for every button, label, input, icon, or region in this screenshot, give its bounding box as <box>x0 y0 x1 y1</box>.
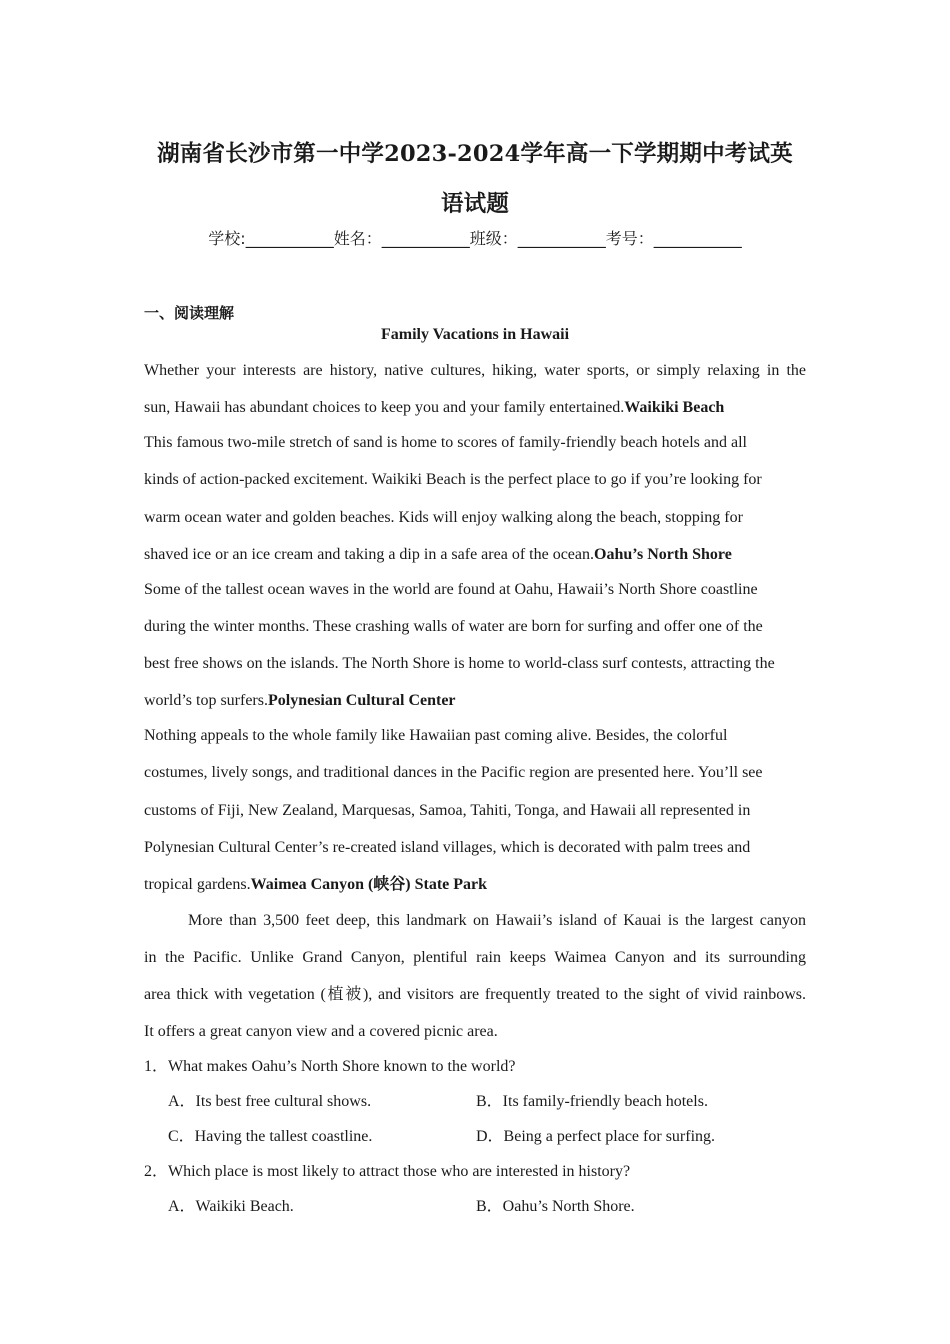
passage-line: This famous two-mile stretch of sand is home to scores of family-friendly beach hotels and all <box>144 434 747 451</box>
passage-line: area thick with vegetation (植被), and visitors are frequently treated to the sight of vivid rainbows. <box>144 986 806 1003</box>
question-1-option-a: A．Its best free cultural shows. <box>168 1093 372 1110</box>
passage-line: It offers a great canyon view and a covered picnic area. <box>144 1023 498 1040</box>
heading-waimea-canyon: Waimea Canyon (峡谷) State Park <box>250 876 488 893</box>
question-1-stem: 1．What makes Oahu’s North Shore known to the world? <box>144 1058 516 1075</box>
passage-line: costumes, lively songs, and traditional dances in the Pacific region are presented here. You’ll see <box>144 764 763 781</box>
passage-line: Nothing appeals to the whole family like Hawaiian past coming alive. Besides, the colorful <box>144 727 728 744</box>
passage-line: world’s top surfers.Polynesian Cultural Center <box>144 692 456 709</box>
question-2-option-b: B．Oahu’s North Shore. <box>476 1198 635 1215</box>
passage-line: warm ocean water and golden beaches. Kids will enjoy walking along the beach, stopping for <box>144 509 743 526</box>
passage-line: best free shows on the islands. The North Shore is home to world-class surf contests, attracting the <box>144 655 775 672</box>
heading-waikiki-beach: Waikiki Beach <box>624 399 725 416</box>
passage-line: Some of the tallest ocean waves in the world are found at Oahu, Hawaii’s North Shore coastline <box>144 581 758 598</box>
question-1-option-c: C．Having the tallest coastline. <box>168 1128 373 1145</box>
passage-line: sun, Hawaii has abundant choices to keep you and your family entertained.Waikiki Beach <box>144 399 725 416</box>
passage-line: Whether your interests are history, native cultures, hiking, water sports, or simply relaxing in the <box>144 362 806 379</box>
heading-north-shore: Oahu’s North Shore <box>594 546 732 563</box>
passage-title: Family Vacations in Hawaii <box>380 326 570 343</box>
passage-line: kinds of action-packed excitement. Waikiki Beach is the perfect place to go if you’re looking for <box>144 471 762 488</box>
student-info-line: 学校:___________姓名：___________班级：___________考号：___________ <box>208 229 742 248</box>
exam-title-line1: 湖南省长沙市第一中学2023-2024学年高一下学期期中考试英 <box>157 141 793 167</box>
question-2-stem: 2．Which place is most likely to attract those who are interested in history? <box>144 1163 631 1180</box>
question-1-option-d: D．Being a perfect place for surfing. <box>476 1128 716 1145</box>
passage-line: Polynesian Cultural Center’s re-created island villages, which is decorated with palm trees and <box>144 839 751 856</box>
passage-line: More than 3,500 feet deep, this landmark on Hawaii’s island of Kauai is the largest canyon <box>188 912 806 929</box>
passage-line: customs of Fiji, New Zealand, Marquesas, Samoa, Tahiti, Tonga, and Hawaii all represented in <box>144 802 751 819</box>
heading-polynesian-center: Polynesian Cultural Center <box>267 692 456 709</box>
section-heading: 一、阅读理解 <box>144 304 235 322</box>
question-2-option-a: A．Waikiki Beach. <box>168 1198 294 1215</box>
passage-line: in the Pacific. Unlike Grand Canyon, plentiful rain keeps Waimea Canyon and its surrounding <box>144 949 806 966</box>
exam-title-line2: 语试题 <box>440 191 510 217</box>
question-1-option-b: B．Its family-friendly beach hotels. <box>476 1093 708 1110</box>
passage-line: during the winter months. These crashing walls of water are born for surfing and offer one of the <box>144 618 763 635</box>
passage-line: shaved ice or an ice cream and taking a dip in a safe area of the ocean.Oahu’s North Shore <box>144 546 732 563</box>
passage-line: tropical gardens.Waimea Canyon (峡谷) State Park <box>144 876 488 893</box>
